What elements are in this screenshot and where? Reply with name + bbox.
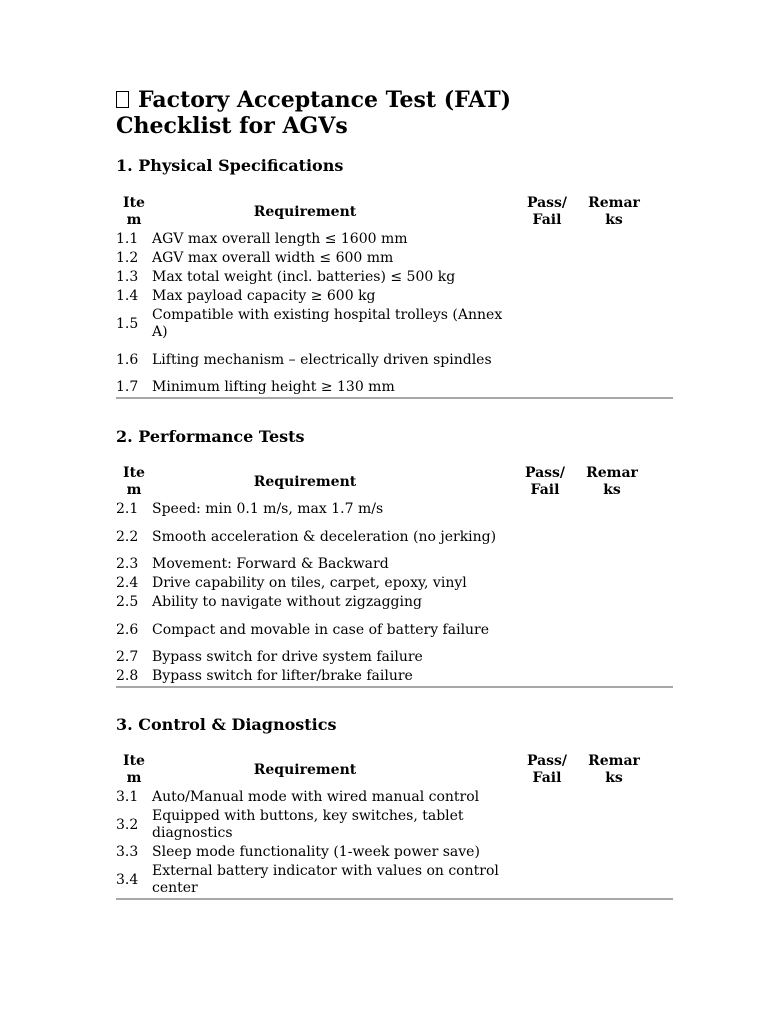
item-column-header: Ite m (123, 465, 145, 498)
remarks-cell[interactable] (570, 648, 654, 667)
requirement-text: Lifting mechanism – electrically driven spindles (152, 351, 492, 368)
item-number: 1.5 (116, 315, 139, 332)
table-row (116, 843, 654, 862)
item-number: 1.3 (116, 269, 139, 285)
table-row (116, 306, 654, 342)
checklist-table (116, 194, 654, 397)
item-number: 2.6 (116, 621, 139, 638)
pass-fail-cell[interactable] (520, 342, 574, 378)
remarks-cell[interactable] (574, 249, 654, 268)
requirement-text: Bypass switch for drive system failure (152, 649, 423, 665)
section-divider (116, 397, 673, 399)
item-number: 2.1 (116, 501, 139, 517)
remarks-cell[interactable] (570, 612, 654, 648)
pass-fail-cell[interactable] (520, 862, 574, 898)
table-row (116, 249, 654, 268)
item-column-header: Ite m (123, 195, 145, 228)
pass-fail-column-header: Pass/ Fail (526, 753, 568, 786)
section-performance-tests (116, 427, 674, 688)
item-column-header: Ite m (123, 753, 145, 786)
pass-fail-cell[interactable] (520, 519, 570, 555)
table-row (116, 648, 654, 667)
requirement-text: Compact and movable in case of battery failure (152, 621, 490, 638)
item-number: 3.3 (116, 844, 139, 860)
remarks-column-header: Remar ks (588, 195, 640, 228)
table-row (116, 342, 654, 378)
checklist-table (116, 752, 654, 898)
remarks-cell[interactable] (570, 555, 654, 574)
pass-fail-column-header: Pass/ Fail (524, 465, 566, 498)
section-divider (116, 898, 673, 900)
table-row (116, 807, 654, 843)
requirement-text: AGV max overall width ≤ 600 mm (152, 250, 394, 266)
remarks-cell[interactable] (574, 378, 654, 397)
remarks-cell[interactable] (574, 268, 654, 287)
pass-fail-cell[interactable] (520, 648, 570, 667)
table-row (116, 268, 654, 287)
pass-fail-cell[interactable] (520, 807, 574, 843)
pass-fail-cell[interactable] (520, 268, 574, 287)
remarks-cell[interactable] (570, 500, 654, 519)
document-title-line2: Checklist for AGVs (116, 113, 348, 139)
pass-fail-cell[interactable] (520, 287, 574, 306)
pass-fail-cell[interactable] (520, 667, 570, 686)
requirement-text: AGV max overall length ≤ 1600 mm (152, 231, 408, 247)
pass-fail-cell[interactable] (520, 230, 574, 249)
remarks-cell[interactable] (570, 519, 654, 555)
remarks-cell[interactable] (574, 306, 654, 342)
document-title-line1: Factory Acceptance Test (FAT) (138, 87, 512, 113)
requirement-text: External battery indicator with values on control center (152, 863, 499, 896)
item-number: 2.7 (116, 649, 139, 665)
section-divider (116, 686, 673, 688)
remarks-cell[interactable] (574, 788, 654, 807)
table-row (116, 519, 654, 555)
requirement-text: Sleep mode functionality (1-week power save) (152, 844, 480, 860)
remarks-column-header: Remar ks (586, 465, 638, 498)
pass-fail-cell[interactable] (520, 500, 570, 519)
table-header-row (116, 464, 654, 500)
pass-fail-cell[interactable] (520, 555, 570, 574)
section-heading: 2. Performance Tests (116, 427, 305, 446)
table-row (116, 378, 654, 397)
pass-fail-cell[interactable] (520, 788, 574, 807)
remarks-cell[interactable] (574, 862, 654, 898)
requirement-text: Compatible with existing hospital trolleys (Annex A) (152, 307, 503, 340)
section-heading: 3. Control & Diagnostics (116, 715, 337, 734)
pass-fail-cell[interactable] (520, 612, 570, 648)
item-number: 3.2 (116, 816, 139, 833)
requirement-text: Drive capability on tiles, carpet, epoxy, vinyl (152, 575, 467, 591)
section-physical-specifications (116, 156, 674, 399)
requirement-column-header: Requirement (253, 473, 357, 490)
remarks-cell[interactable] (574, 843, 654, 862)
remarks-cell[interactable] (570, 574, 654, 593)
requirement-text: Minimum lifting height ≥ 130 mm (152, 379, 395, 395)
item-number: 3.4 (116, 871, 139, 888)
remarks-cell[interactable] (570, 667, 654, 686)
item-number: 1.6 (116, 351, 139, 368)
item-number: 3.1 (116, 789, 139, 805)
remarks-cell[interactable] (574, 230, 654, 249)
requirement-column-header: Requirement (253, 203, 357, 220)
remarks-cell[interactable] (570, 593, 654, 612)
remarks-cell[interactable] (574, 342, 654, 378)
item-number: 2.8 (116, 668, 139, 684)
checklist-table (116, 464, 654, 686)
requirement-text: Equipped with buttons, key switches, tablet diagnostics (152, 808, 464, 841)
requirement-text: Movement: Forward & Backward (152, 556, 389, 572)
item-number: 2.5 (116, 594, 139, 610)
box-icon (116, 91, 129, 108)
requirement-text: Smooth acceleration & deceleration (no jerking) (152, 528, 497, 545)
item-number: 1.2 (116, 250, 139, 266)
requirement-text: Speed: min 0.1 m/s, max 1.7 m/s (152, 501, 384, 517)
requirement-text: Bypass switch for lifter/brake failure (152, 668, 413, 684)
table-row (116, 788, 654, 807)
section-heading: 1. Physical Specifications (116, 156, 344, 175)
item-number: 2.4 (116, 575, 139, 591)
table-row (116, 287, 654, 306)
table-row (116, 862, 654, 898)
item-number: 1.1 (116, 231, 139, 247)
pass-fail-cell[interactable] (520, 378, 574, 397)
remarks-cell[interactable] (574, 287, 654, 306)
requirement-column-header: Requirement (253, 761, 357, 778)
remarks-column-header: Remar ks (588, 753, 640, 786)
requirement-text: Max payload capacity ≥ 600 kg (152, 288, 376, 304)
item-number: 1.4 (116, 288, 139, 304)
table-row (116, 230, 654, 249)
table-row (116, 667, 654, 686)
pass-fail-cell[interactable] (520, 249, 574, 268)
table-row (116, 574, 654, 593)
table-row (116, 500, 654, 519)
pass-fail-cell[interactable] (520, 574, 570, 593)
item-number: 2.2 (116, 528, 139, 545)
item-number: 2.3 (116, 556, 139, 572)
remarks-cell[interactable] (574, 807, 654, 843)
pass-fail-cell[interactable] (520, 306, 574, 342)
pass-fail-cell[interactable] (520, 593, 570, 612)
pass-fail-cell[interactable] (520, 843, 574, 862)
table-row (116, 555, 654, 574)
requirement-text: Auto/Manual mode with wired manual control (152, 789, 480, 805)
requirement-text: Ability to navigate without zigzagging (152, 594, 422, 610)
table-header-row (116, 194, 654, 230)
table-header-row (116, 752, 654, 788)
table-row (116, 593, 654, 612)
item-number: 1.7 (116, 379, 139, 395)
document-title (116, 87, 586, 139)
pass-fail-column-header: Pass/ Fail (526, 195, 568, 228)
requirement-text: Max total weight (incl. batteries) ≤ 500 kg (152, 269, 456, 285)
table-row (116, 612, 654, 648)
section-control-diagnostics (116, 715, 674, 900)
